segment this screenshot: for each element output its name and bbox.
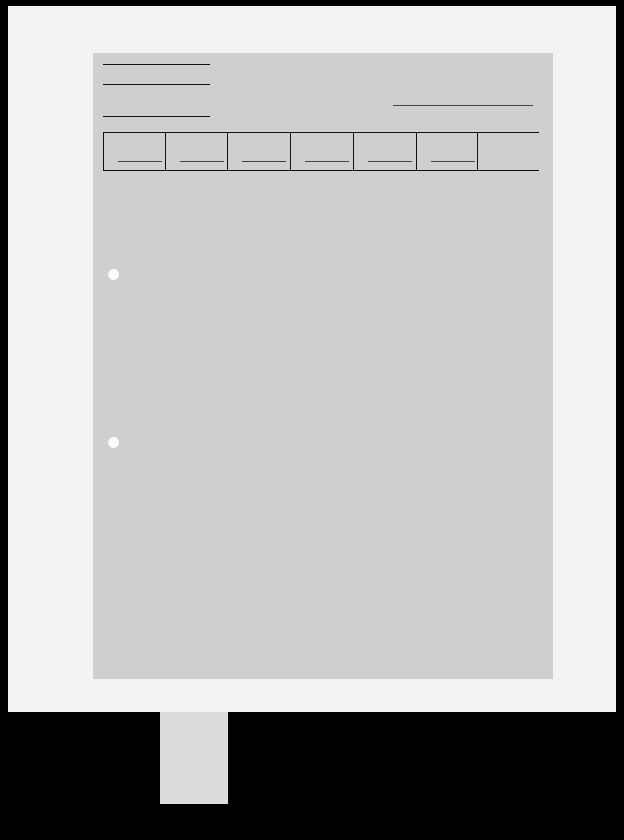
index-card — [93, 53, 553, 679]
film-strip — [228, 718, 614, 806]
punch-hole — [108, 269, 119, 280]
photo-shadow — [160, 712, 228, 804]
footer-bar — [0, 808, 624, 840]
ledger-grid — [93, 53, 553, 679]
punch-hole — [108, 437, 119, 448]
